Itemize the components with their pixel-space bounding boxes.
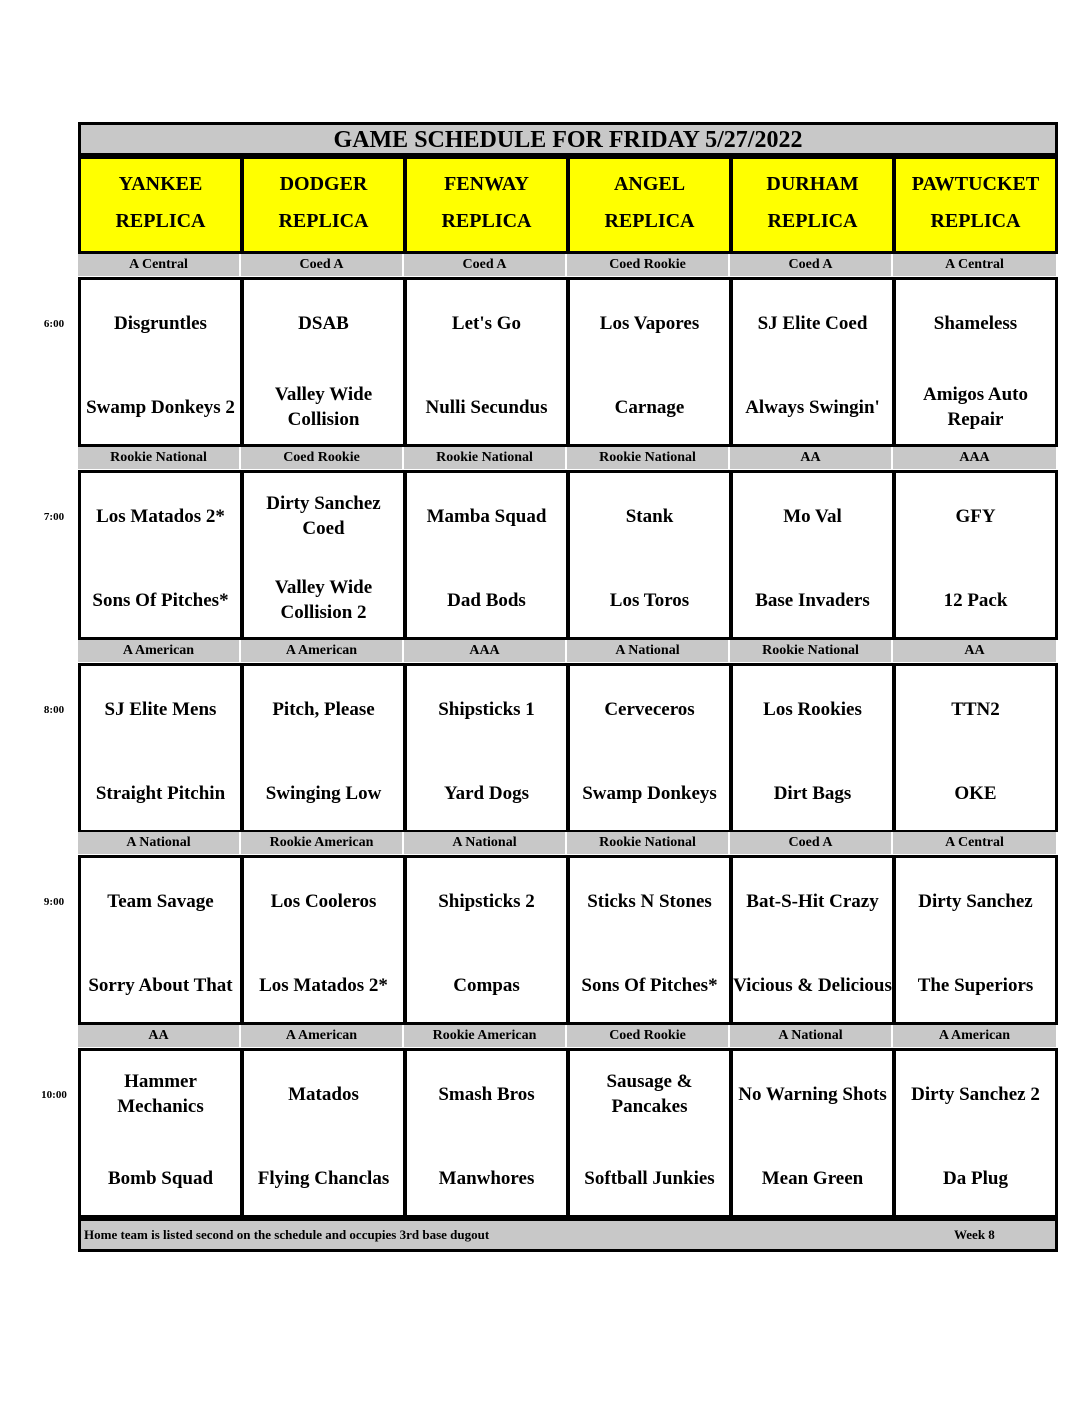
division-label: Coed Rookie [567,1025,730,1047]
game-cell [893,277,1058,447]
away-team: Los Vapores [599,312,700,334]
game-cell [404,663,569,833]
field-subtitle: REPLICA [441,210,532,232]
home-team: Valley Wide Collision 2 [274,577,373,623]
division-label: A National [567,640,730,662]
footer [78,1218,1058,1252]
field-name: PAWTUCKET [911,173,1040,195]
time-slot-label: 7:00 [43,511,65,523]
away-team: Shipsticks 1 [438,698,535,720]
away-team: Sticks N Stones [587,890,712,912]
away-team: SJ Elite Mens [104,698,217,720]
away-team: No Warning Shots [738,1083,887,1105]
field-header-pawtucket [893,156,1058,254]
game-cell [893,1048,1058,1218]
home-team: Valley Wide Collision [274,384,373,430]
home-team: Yard Dogs [444,782,529,804]
page-title: GAME SCHEDULE FOR FRIDAY 5/27/2022 [78,122,1058,156]
field-header-durham [730,156,895,254]
field-subtitle: REPLICA [115,210,206,232]
game-cell [567,470,732,640]
field-name: DURHAM [766,173,859,195]
field-name: FENWAY [444,173,529,195]
game-cell [730,855,895,1025]
home-team: Swamp Donkeys [582,782,717,804]
away-team: Sausage & Pancakes [606,1071,693,1117]
division-label: A Central [78,254,241,276]
game-cell [78,663,243,833]
division-label: A American [78,640,241,662]
home-team: Swinging Low [265,782,382,804]
division-label: Coed A [404,254,567,276]
away-team: Disgruntles [114,312,207,334]
away-team: TTN2 [951,698,1000,720]
away-team: Shipsticks 2 [438,890,535,912]
division-label: Rookie National [730,640,893,662]
home-team: Dirt Bags [773,782,852,804]
home-team: OKE [954,782,997,804]
away-team: Hammer Mechanics [117,1071,204,1117]
away-team: Team Savage [107,890,214,912]
field-subtitle: REPLICA [930,210,1021,232]
away-team: Shameless [933,312,1018,334]
game-cell [893,470,1058,640]
away-team: Los Matados 2* [96,505,225,527]
field-header-angel [567,156,732,254]
week-label: Week 8 [954,1227,995,1242]
home-team: Swamp Donkeys 2 [86,396,235,418]
division-label: A National [730,1025,893,1047]
division-label: A American [893,1025,1058,1047]
division-label: Coed A [730,832,893,854]
home-team: Straight Pitchin [95,782,226,804]
game-cell [567,1048,732,1218]
game-cell [404,1048,569,1218]
home-team: Da Plug [943,1167,1008,1189]
home-team: Manwhores [438,1167,535,1189]
game-cell [241,277,406,447]
field-header-dodger [241,156,406,254]
division-label: Coed A [241,254,404,276]
home-team: Flying Chanclas [257,1167,390,1189]
home-team: Los Toros [609,589,690,611]
division-label: Rookie National [567,832,730,854]
away-team: Bat-S-Hit Crazy [746,890,879,912]
division-label: Rookie American [404,1025,567,1047]
division-label: A Central [893,254,1058,276]
time-slot-label: 9:00 [43,896,65,908]
game-cell [893,855,1058,1025]
game-cell [567,663,732,833]
home-team: Dad Bods [447,589,526,611]
away-team: Los Cooleros [270,890,377,912]
away-team: Smash Bros [438,1083,535,1105]
game-cell [567,277,732,447]
home-team: Carnage [614,396,685,418]
division-label: AA [78,1025,241,1047]
away-team: Pitch, Please [272,698,375,720]
game-cell [78,470,243,640]
division-label: A American [241,1025,404,1047]
game-cell [241,663,406,833]
away-team: Mamba Squad [426,505,547,527]
game-cell [730,470,895,640]
division-label: AA [730,447,893,469]
home-team: Always Swingin' [745,396,880,418]
division-label: Coed A [730,254,893,276]
footer-note: Home team is listed second on the schedule and occupies 3rd base dugout [84,1227,490,1242]
away-team: Dirty Sanchez 2 [911,1083,1040,1105]
time-slot-label: 6:00 [43,318,65,330]
game-cell [730,663,895,833]
away-team: GFY [955,505,996,527]
away-team: Let's Go [451,312,522,334]
home-team: Sorry About That [88,974,233,996]
field-name: DODGER [279,173,368,195]
division-label: Rookie National [78,447,241,469]
game-cell [893,663,1058,833]
home-team: The Superiors [917,974,1034,996]
game-cell [730,277,895,447]
field-name: ANGEL [613,173,686,195]
home-team: Los Matados 2* [259,974,388,996]
home-team: Amigos Auto Repair [922,384,1029,430]
game-cell [241,470,406,640]
away-team: SJ Elite Coed [757,312,868,334]
division-label: AA [893,640,1058,662]
game-cell [404,470,569,640]
game-cell [404,855,569,1025]
away-team: Dirty Sanchez [918,890,1033,912]
division-label: AAA [893,447,1058,469]
away-team: Dirty Sanchez Coed [266,493,381,539]
game-cell [241,1048,406,1218]
division-label: Rookie National [567,447,730,469]
field-name: YANKEE [118,173,203,195]
home-team: Vicious & Delicious [733,974,892,996]
division-label: Coed Rookie [241,447,404,469]
away-team: DSAB [298,312,349,334]
away-team: Los Rookies [763,698,862,720]
division-label: Rookie National [404,447,567,469]
home-team: Compas [453,974,520,996]
away-team: Mo Val [783,505,842,527]
division-label: A American [241,640,404,662]
game-cell [567,855,732,1025]
division-label: A Central [893,832,1058,854]
division-label: AAA [404,640,567,662]
division-label: Rookie American [241,832,404,854]
away-team: Stank [625,505,674,527]
home-team: Bomb Squad [107,1167,214,1189]
game-cell [404,277,569,447]
home-team: Sons Of Pitches* [581,974,718,996]
game-cell [78,1048,243,1218]
field-subtitle: REPLICA [604,210,695,232]
home-team: 12 Pack [943,589,1008,611]
home-team: Softball Junkies [584,1167,715,1189]
division-label: A National [404,832,567,854]
home-team: Mean Green [761,1167,864,1189]
game-cell [78,855,243,1025]
home-team: Nulli Secundus [425,396,548,418]
home-team: Sons Of Pitches* [92,589,229,611]
time-slot-label: 10:00 [41,1089,67,1101]
field-header-fenway [404,156,569,254]
time-slot-label: 8:00 [43,704,65,716]
game-cell [241,855,406,1025]
game-cell [730,1048,895,1218]
away-team: Matados [288,1083,359,1105]
field-subtitle: REPLICA [767,210,858,232]
home-team: Base Invaders [755,589,870,611]
field-subtitle: REPLICA [278,210,369,232]
field-header-yankee [78,156,243,254]
away-team: Cerveceros [604,698,695,720]
game-cell [78,277,243,447]
division-label: Coed Rookie [567,254,730,276]
division-label: A National [78,832,241,854]
